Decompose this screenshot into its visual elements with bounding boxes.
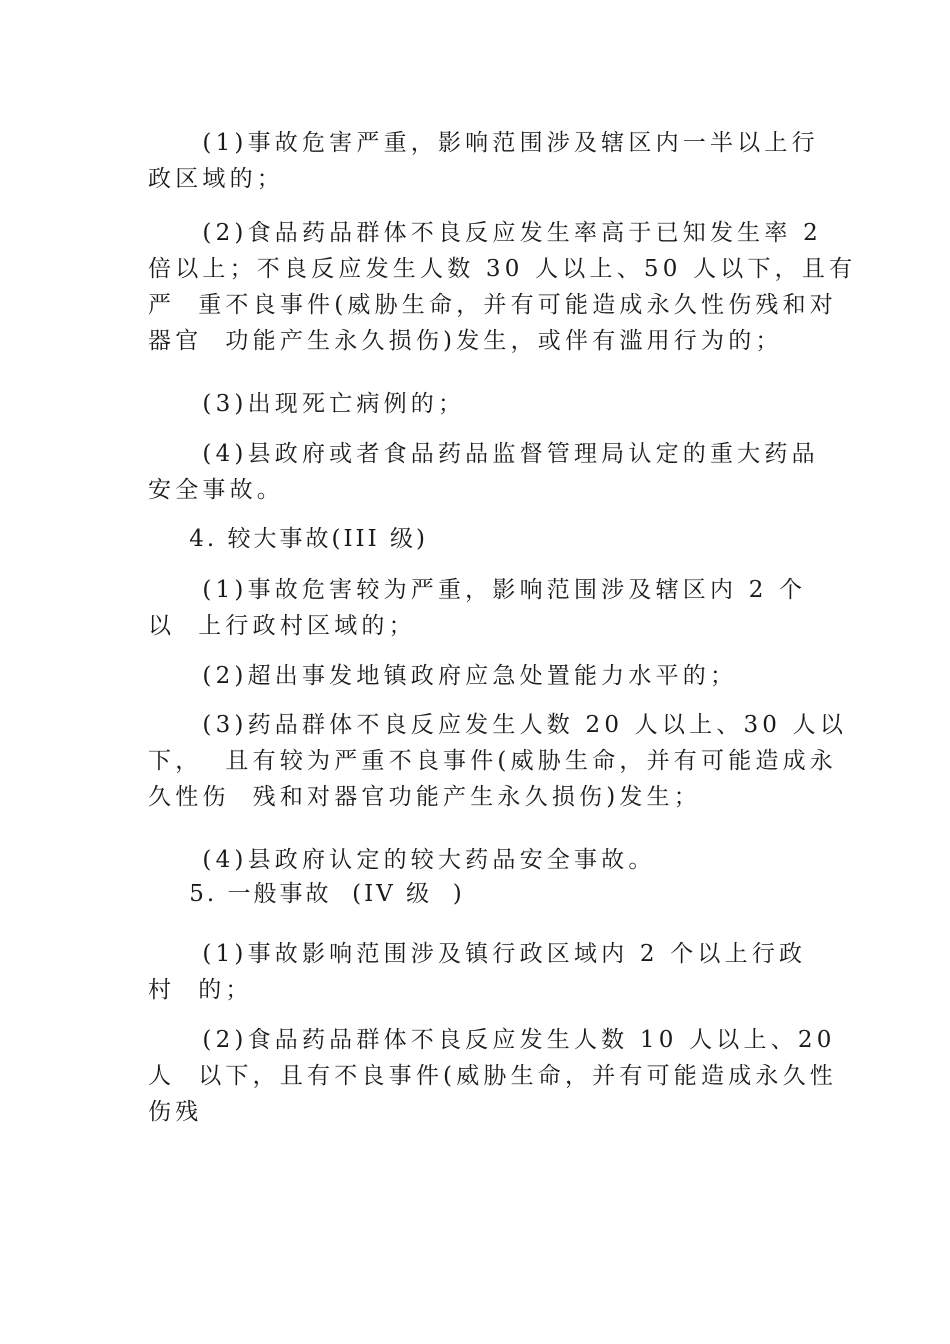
text-line: 人 以下，且有不良事件(威胁生命，并有可能造成永久性: [148, 1063, 837, 1089]
text-line: 政区域的；: [148, 166, 284, 192]
text-line: 安全事故。: [148, 477, 284, 503]
heading-text: 4. 较大事故(III 级): [148, 526, 429, 552]
paragraph-6: [148, 658, 798, 694]
text-line: (3)药品群体不良反应发生人数 20 人以上、30 人以: [148, 712, 848, 738]
text-line: 严 重不良事件(威胁生命，并有可能造成永久性伤残和对: [148, 292, 837, 318]
text-line: (3)出现死亡病例的；: [148, 391, 466, 417]
text-line: (2)食品药品群体不良反应发生率高于已知发生率 2: [148, 220, 822, 246]
text-line: 下， 且有较为严重不良事件(威胁生命，并有可能造成永: [148, 748, 837, 774]
text-line: 倍以上；不良反应发生人数 30 人以上、50 人以下，且有: [148, 256, 857, 282]
heading-text: 5. 一般事故 (IV 级 ): [148, 881, 465, 907]
section-heading-5: [148, 876, 798, 912]
paragraph-3: [148, 386, 798, 422]
paragraph-8: [148, 842, 798, 878]
text-line: 以 上行政村区域的；: [148, 613, 416, 639]
text-line: (1)事故影响范围涉及镇行政区域内 2 个以上行政: [148, 941, 807, 967]
paragraph-9: [148, 936, 807, 1008]
section-heading-4: [148, 521, 798, 557]
paragraph-2: [148, 215, 857, 359]
text-line: 伤残: [148, 1099, 203, 1125]
paragraph-5: [148, 572, 807, 644]
paragraph-10: [148, 1022, 837, 1130]
text-line: (4)县政府认定的较大药品安全事故。: [148, 847, 656, 873]
text-line: (1)事故危害较为严重，影响范围涉及辖区内 2 个: [148, 577, 807, 603]
paragraph-1: [148, 125, 819, 197]
paragraph-4: [148, 436, 819, 508]
text-line: 村 的；: [148, 977, 253, 1003]
text-line: 器官 功能产生永久损伤)发生，或伴有滥用行为的；: [148, 328, 783, 354]
text-line: (1)事故危害严重，影响范围涉及辖区内一半以上行: [148, 130, 819, 156]
paragraph-7: [148, 707, 848, 815]
text-line: 久性伤 残和对器官功能产生永久损伤)发生；: [148, 784, 701, 810]
text-line: (2)超出事发地镇政府应急处置能力水平的；: [148, 663, 738, 689]
text-line: (4)县政府或者食品药品监督管理局认定的重大药品: [148, 441, 819, 467]
text-line: (2)食品药品群体不良反应发生人数 10 人以上、20: [148, 1027, 836, 1053]
